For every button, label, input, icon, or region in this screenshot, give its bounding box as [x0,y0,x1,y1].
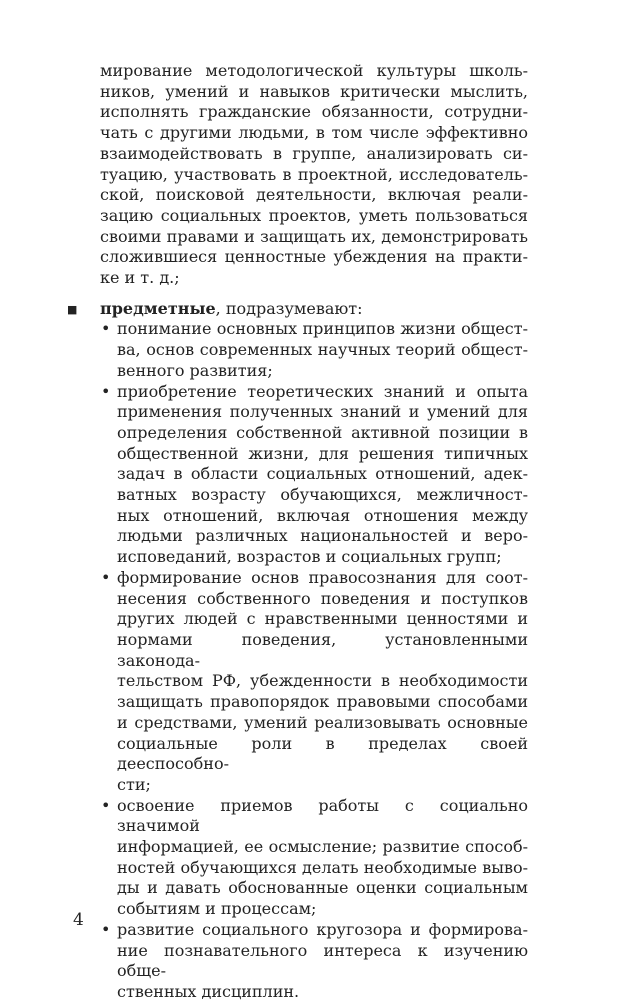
text-line: несения собственного поведения и поступков [117,588,528,608]
text-line: ватных возрасту обучающихся, межличност- [117,485,528,505]
list-item-predmetnye [67,298,528,1000]
sub-list-item [100,796,528,920]
square-bullet-icon: ■ [67,302,78,316]
text-line: приобретение теоретических знаний и опыта [117,381,528,401]
text-line: нормами поведения, установленными законода- [117,629,528,670]
term-bold: предметные [100,298,216,318]
text-line: ды и давать обоснованные оценки социальным [117,878,528,898]
main-text [67,61,528,1000]
text-line: развитие социального кругозора и формирова- [117,919,528,939]
paragraph-gap [100,289,528,299]
text-line: событиям и процессам; [117,899,317,919]
text-line: понимание основных принципов жизни общест- [117,319,528,339]
sub-list-item [100,568,528,796]
text-line: мирование методологической культуры школь- [100,61,528,80]
text-line: сложившиеся ценностные убеждения на практи- [100,247,528,267]
term-line [100,299,528,320]
text-line: исполнять гражданские обязанности, сотрудни- [100,102,528,122]
text-line: взаимодействовать в группе, анализировать си- [100,143,528,163]
text-line: тельством РФ, убежденности в необходимости [117,671,528,691]
text-line: формирование основ правосознания для соот- [117,567,528,587]
text-line: освоение приемов работы с социально значимой [117,795,528,836]
sub-item-text [117,796,528,920]
text-line: ностей обучающихся делать необходимые выво- [117,857,528,877]
text-line: ской, поисковой деятельности, включая реали- [100,185,528,205]
text-line: чать с другими людьми, в том числе эффективно [100,123,528,143]
sub-list-item [100,319,528,381]
text-line: людьми различных национальностей и веро- [117,526,528,546]
text-line: общественной жизни, для решения типичных [117,443,528,463]
text-line: социальные роли в пределах своей дееспособно- [117,733,528,774]
text-line: ников, умений и навыков критически мыслить, [100,81,528,101]
round-bullet-icon: • [101,919,111,939]
sub-item-text [117,382,528,568]
text-line: ных отношений, включая отношения между [117,505,528,525]
text-line: венного развития; [117,360,273,380]
text-line: и средствами, умений реализовывать основные [117,712,528,732]
text-line: исповеданий, возрастов и социальных групп; [117,547,502,567]
text-line: ние познавательного интереса к изучению обще- [117,940,528,981]
sub-item-text [117,920,528,1000]
round-bullet-icon: • [101,567,111,587]
text-line: защищать правопорядок правовыми способами [117,692,528,712]
sub-item-text [117,319,528,381]
text-line: зацию социальных проектов, уметь пользоваться [100,205,528,225]
sub-list-item [100,382,528,568]
round-bullet-icon: • [101,381,111,401]
text-line: сти; [117,774,151,794]
text-line: применения полученных знаний и умений для [117,402,528,422]
sub-list-item [100,920,528,1000]
intro-paragraph [100,61,528,289]
page-number: 4 [73,910,84,930]
sub-item-text [117,568,528,796]
round-bullet-icon: • [101,795,111,815]
text-line: ва, основ современных научных теорий общест- [117,340,528,360]
text-line: задач в области социальных отношений, адек- [117,464,528,484]
text-line: информацией, ее осмысление; развитие способ- [117,837,528,857]
text-line: ке и т. д.; [100,268,180,288]
round-bullet-icon: • [101,319,111,339]
text-line: туацию, участвовать в проектной, исследователь- [100,164,528,184]
term-rest: , подразумевают: [215,298,363,318]
text-line: других людей с нравственными ценностями и [117,609,528,629]
text-line: ственных дисциплин. [117,981,300,1000]
text-line: определения собственной активной позиции в [117,422,528,442]
text-line: своими правами и защищать их, демонстрировать [100,226,528,246]
